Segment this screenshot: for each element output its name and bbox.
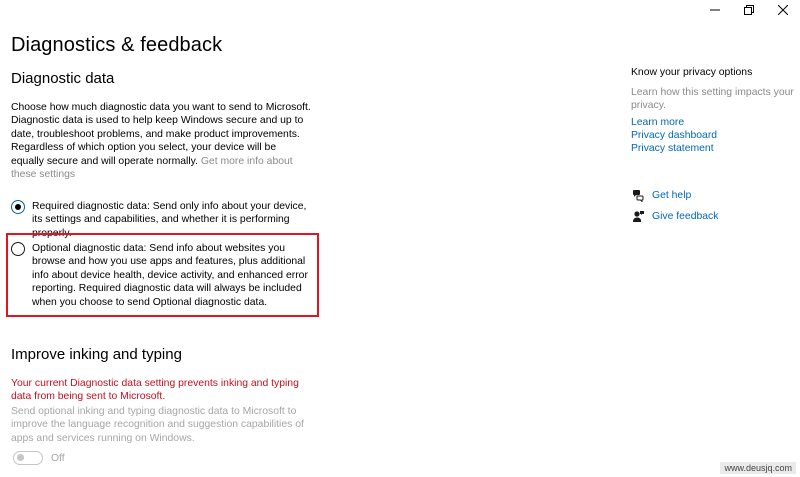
inking-toggle-label: Off bbox=[51, 452, 65, 464]
page-title: Diagnostics & feedback bbox=[11, 34, 223, 56]
privacy-statement-link[interactable]: Privacy statement bbox=[631, 143, 714, 154]
inking-description: Send optional inking and typing diagnostic data to Microsoft to improve the language recognition and suggestion capabilities of apps and services running on Windows. bbox=[11, 406, 304, 444]
optional-diagnostic-radio[interactable] bbox=[11, 242, 25, 256]
optional-diagnostic-label: Optional diagnostic data: Send info about websites you browse and how you use apps and features, plus additional info about device health, device activity, and enhanced error reporting. Required diagnostic data will always be included when you choose to send Optional diagnostic data. bbox=[32, 243, 308, 308]
give-feedback-link[interactable] bbox=[631, 209, 718, 223]
inking-heading: Improve inking and typing bbox=[11, 346, 182, 363]
watermark: www.deusjq.com bbox=[720, 462, 796, 474]
privacy-options-description: Learn how this setting impacts your privacy. bbox=[631, 87, 794, 112]
learn-more-link[interactable]: Learn more bbox=[631, 117, 685, 128]
inking-toggle-row bbox=[13, 451, 65, 465]
close-button[interactable] bbox=[766, 0, 800, 20]
diagnostic-data-heading: Diagnostic data bbox=[11, 70, 115, 87]
diagnostic-description bbox=[11, 101, 311, 181]
feedback-person-icon bbox=[631, 209, 645, 223]
get-help-label: Get help bbox=[652, 189, 692, 201]
privacy-dashboard-link[interactable]: Privacy dashboard bbox=[631, 130, 718, 141]
restore-icon bbox=[744, 5, 754, 15]
required-diagnostic-radio[interactable] bbox=[11, 200, 25, 214]
inking-toggle[interactable] bbox=[13, 451, 43, 465]
window-controls bbox=[698, 0, 800, 20]
give-feedback-label: Give feedback bbox=[652, 210, 719, 222]
close-icon bbox=[778, 5, 788, 15]
chat-help-icon bbox=[631, 188, 645, 202]
inking-warning: Your current Diagnostic data setting prevents inking and typing data from being sent to Microsoft. bbox=[11, 378, 299, 403]
minimize-button[interactable] bbox=[698, 0, 732, 20]
minimize-icon bbox=[710, 5, 720, 15]
required-diagnostic-label: Required diagnostic data: Send only info about your device, its settings and capabilities, and whether it is performing properly. bbox=[32, 201, 307, 239]
more-info-link[interactable]: Get more info about these settings bbox=[11, 155, 293, 181]
get-help-link[interactable] bbox=[631, 188, 691, 202]
diagnostic-description-text: Choose how much diagnostic data you want to send to Microsoft. Diagnostic data is used to help keep Windows secure and up to date, troubleshoot problems, and make product improvements. Regardless of which option you select, your device will be equally secure and will operate normally. bbox=[11, 102, 311, 167]
optional-diagnostic-option[interactable] bbox=[11, 242, 316, 309]
restore-button[interactable] bbox=[732, 0, 766, 20]
privacy-options-heading: Know your privacy options bbox=[631, 67, 753, 78]
